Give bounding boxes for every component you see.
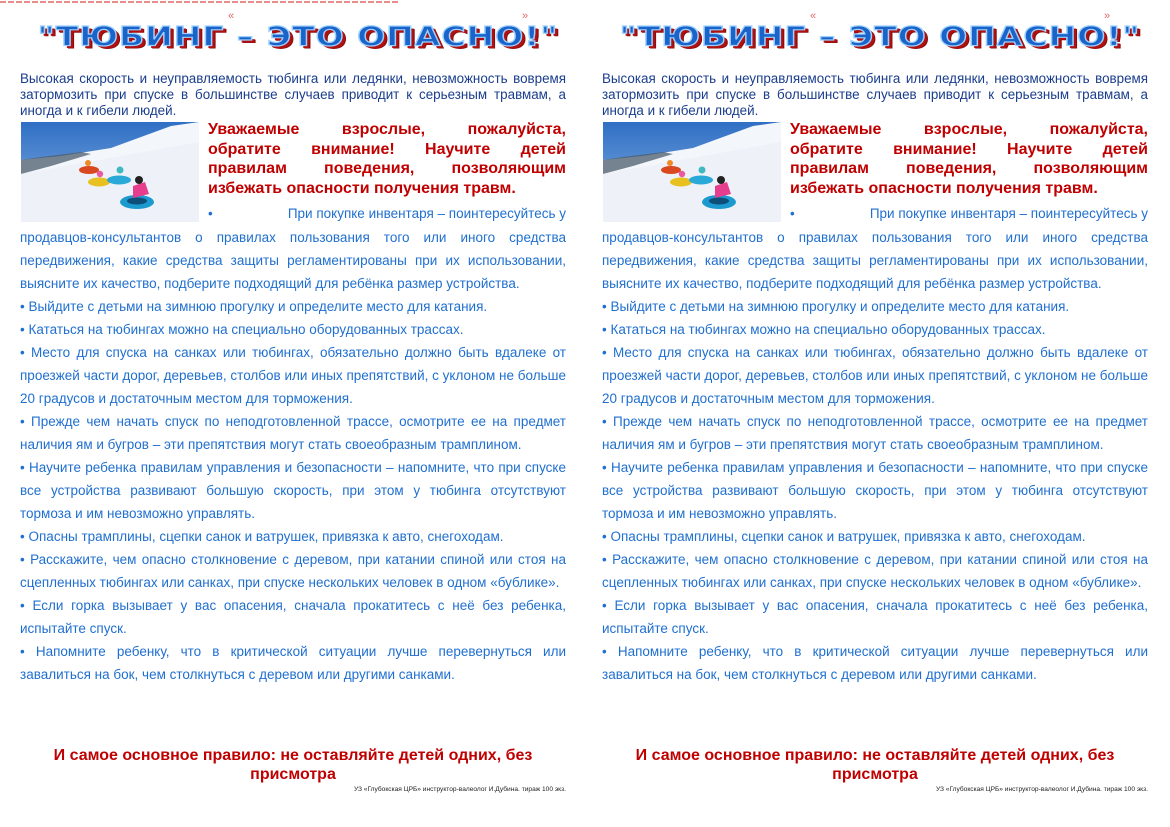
list-item: • Кататься на тюбингах можно на специально оборудованных трассах. xyxy=(20,322,464,337)
main-rule: И самое основное правило: не оставляйте детей одних, без присмотра xyxy=(53,747,533,783)
first-bullet-head: • При покупке инвентаря – поинтересуйтесь у xyxy=(790,203,1148,225)
list-item: • Если горка вызывает у вас опасения, сначала прокатитесь с неё без ребенка, испытайте спуск. xyxy=(20,598,566,636)
tubing-photo xyxy=(21,122,199,222)
main-rule: И самое основное правило: не оставляйте детей одних, без присмотра xyxy=(635,747,1115,783)
leaflet-right xyxy=(600,0,1148,827)
quote-open: « xyxy=(810,10,817,22)
list-item: • Опасны трамплины, сцепки санок и ватрушек, привязка к авто, снегоходам. xyxy=(20,529,504,544)
list-item: • Прежде чем начать спуск по неподготовленной трассе, осмотрите ее на предмет наличия ям и бугров – эти препятствия могут стать своеобразным трамплином. xyxy=(602,414,1148,452)
appeal-line: правилам поведения, позволяющим xyxy=(790,160,1148,177)
safety-rules-list xyxy=(20,226,566,686)
appeal-line: Уважаемые взрослые, пожалуйста, xyxy=(790,121,1148,138)
appeal-line: обратите внимание! Научите детей xyxy=(790,140,1148,158)
safety-rules-list xyxy=(602,226,1148,686)
list-item: • Напомните ребенку, что в критической ситуации лучше перевернуться или завалиться на бок, чем столкнуться с деревом или другими санками. xyxy=(602,644,1148,682)
bullet-icon: • xyxy=(20,644,25,659)
list-item: • Расскажите, чем опасно столкновение с деревом, при катании спиной или стоя на сцепленных тюбингах или санках, при спуске нескольких человек в одном «бублике». xyxy=(20,552,566,590)
appeal-line: правилам поведения, позволяющим xyxy=(208,160,566,177)
intro-paragraph: Высокая скорость и неуправляемость тюбинга или ледянки, невозможность вовремя затормозить при спуске в большинстве случаев приводит к серьезным травмам, а иногда и к гибели людей. xyxy=(602,71,1148,118)
bullet-icon: • xyxy=(790,206,795,221)
bullet-icon: • xyxy=(602,414,607,429)
credit-line: УЗ «Глубокская ЦРБ» инструктор-валеолог И.Дубина. тираж 100 экз. xyxy=(935,786,1148,793)
bullet-icon: • xyxy=(602,345,607,360)
list-item: • Место для спуска на санках или тюбингах, обязательно должно быть вдалеке от проезжей части дорог, деревьев, столбов или иных препятствий, с уклоном не больше 20 градусов и достаточным местом для торможения. xyxy=(20,345,566,406)
leaflet-left xyxy=(18,0,566,827)
list-item: • Опасны трамплины, сцепки санок и ватрушек, привязка к авто, снегоходам. xyxy=(602,529,1086,544)
appeal-line: избежать опасности получения травм. xyxy=(208,179,516,197)
bullet-icon: • xyxy=(20,299,25,314)
list-item: • Научите ребенка правилам управления и безопасности – напомните, что при спуске все устройства развивают большую скорость, при этом у тюбинга отсутствуют тормоза и им невозможно управлять. xyxy=(602,460,1148,521)
bullet-icon: • xyxy=(602,299,607,314)
leaflet-title: "ТЮБИНГ – ЭТО ОПАСНО!" xyxy=(619,20,1141,52)
list-item: • Прежде чем начать спуск по неподготовленной трассе, осмотрите ее на предмет наличия ям и бугров – эти препятствия могут стать своеобразным трамплином. xyxy=(20,414,566,452)
quote-close: » xyxy=(522,10,529,22)
list-item: • Выйдите с детьми на зимнюю прогулку и определите место для катания. xyxy=(20,299,488,314)
bullet-icon: • xyxy=(602,322,607,337)
bullet-icon: • xyxy=(20,345,25,360)
bullet-icon: • xyxy=(20,322,25,337)
first-bullet-head: • При покупке инвентаря – поинтересуйтесь у xyxy=(208,203,566,225)
credit-line: УЗ «Глубокская ЦРБ» инструктор-валеолог И.Дубина. тираж 100 экз. xyxy=(353,786,566,793)
quote-open: « xyxy=(228,10,235,22)
list-item: • Кататься на тюбингах можно на специально оборудованных трассах. xyxy=(602,322,1046,337)
tubing-photo xyxy=(603,122,781,222)
bullet-icon: • xyxy=(602,460,607,475)
bullet-icon: • xyxy=(602,644,607,659)
bullet-icon: • xyxy=(208,206,213,221)
list-item: • Если горка вызывает у вас опасения, сначала прокатитесь с неё без ребенка, испытайте спуск. xyxy=(602,598,1148,636)
snow-slope-illustration xyxy=(603,122,781,222)
list-item: • Научите ребенка правилам управления и безопасности – напомните, что при спуске все устройства развивают большую скорость, при этом у тюбинга отсутствуют тормоза и им невозможно управлять. xyxy=(20,460,566,521)
bullet-icon: • xyxy=(20,529,25,544)
bullet-icon: • xyxy=(20,598,25,613)
quote-close: » xyxy=(1104,10,1111,22)
appeal-to-adults xyxy=(790,120,1148,198)
list-item: • Расскажите, чем опасно столкновение с деревом, при катании спиной или стоя на сцепленных тюбингах или санках, при спуске нескольких человек в одном «бублике». xyxy=(602,552,1148,590)
bullet-icon: • xyxy=(602,598,607,613)
appeal-to-adults xyxy=(208,120,566,198)
bullet-icon: • xyxy=(602,552,607,567)
appeal-line: Уважаемые взрослые, пожалуйста, xyxy=(208,121,566,138)
bullet-icon: • xyxy=(20,552,25,567)
list-item: • Напомните ребенку, что в критической ситуации лучше перевернуться или завалиться на бок, чем столкнуться с деревом или другими санками. xyxy=(20,644,566,682)
bullet-icon: • xyxy=(20,460,25,475)
appeal-line: обратите внимание! Научите детей xyxy=(208,140,566,158)
list-item: • Место для спуска на санках или тюбингах, обязательно должно быть вдалеке от проезжей части дорог, деревьев, столбов или иных препятствий, с уклоном не больше 20 градусов и достаточным местом для торможения. xyxy=(602,345,1148,406)
snow-slope-illustration xyxy=(21,122,199,222)
first-bullet-continuation: продавцов-консультантов о правилах пользования того или иного средства передвижения, какие средства защиты регламентированы при их использовании, выясните их качество, подберите подходящий для ребёнка размер устройства. xyxy=(602,230,1148,291)
appeal-line: избежать опасности получения травм. xyxy=(790,179,1098,197)
leaflet-title: "ТЮБИНГ – ЭТО ОПАСНО!" xyxy=(37,20,559,52)
bullet-icon: • xyxy=(602,529,607,544)
list-item: • Выйдите с детьми на зимнюю прогулку и определите место для катания. xyxy=(602,299,1070,314)
first-bullet-continuation: продавцов-консультантов о правилах пользования того или иного средства передвижения, какие средства защиты регламентированы при их использовании, выясните их качество, подберите подходящий для ребёнка размер устройства. xyxy=(20,230,566,291)
intro-paragraph: Высокая скорость и неуправляемость тюбинга или ледянки, невозможность вовремя затормозить при спуске в большинстве случаев приводит к серьезным травмам, а иногда и к гибели людей. xyxy=(20,71,566,118)
bullet-icon: • xyxy=(20,414,25,429)
